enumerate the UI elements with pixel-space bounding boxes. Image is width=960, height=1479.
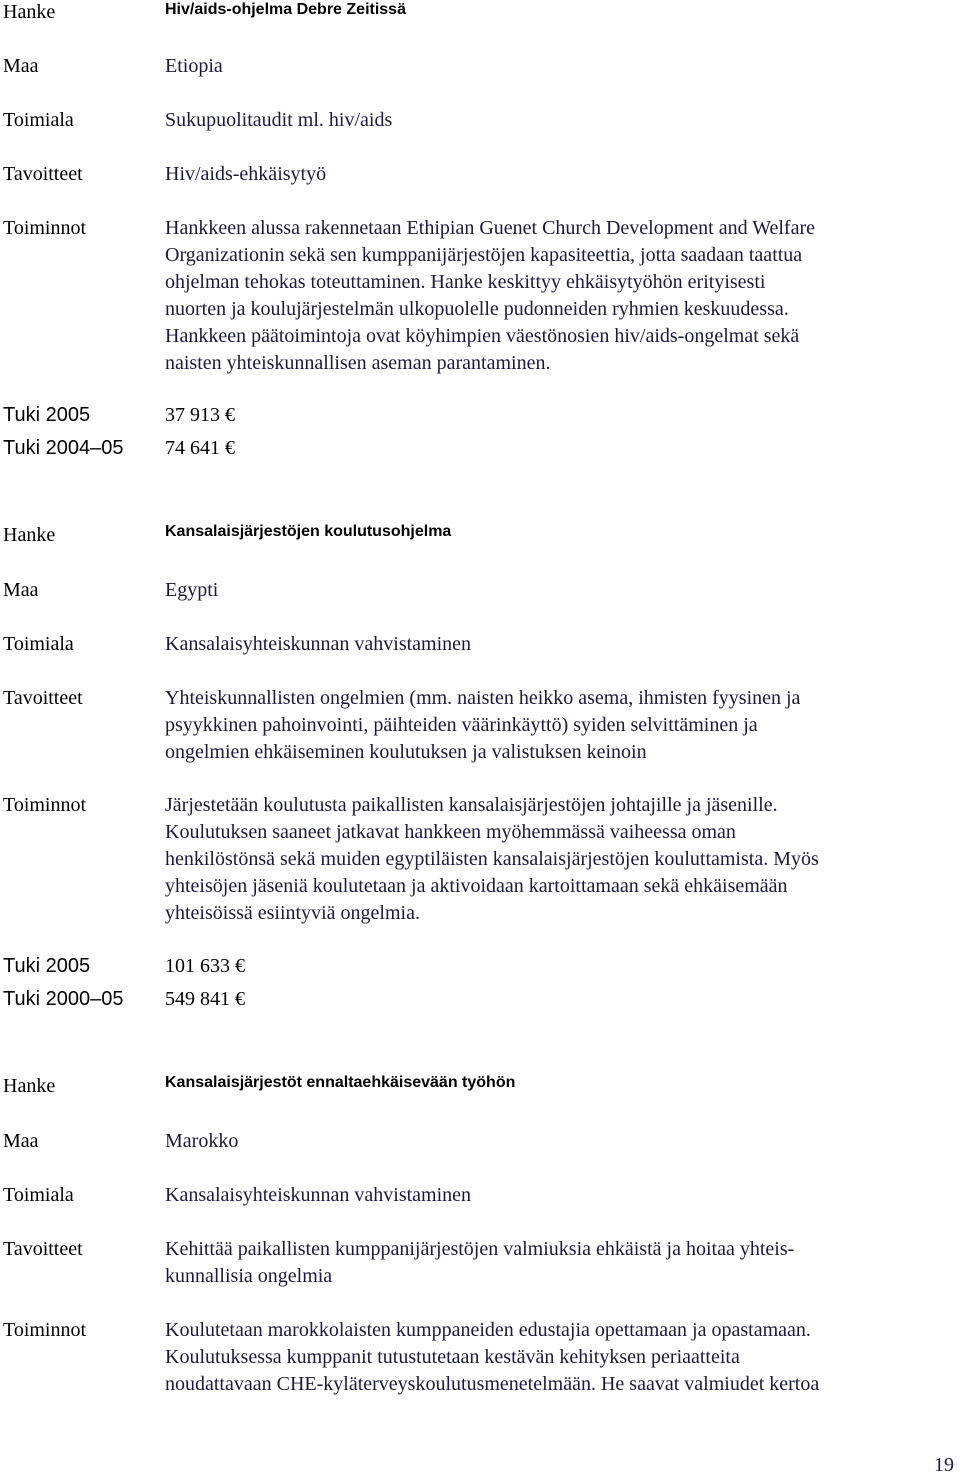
maa-value: Egypti (165, 579, 219, 601)
tuki-value: 101 633 € (165, 955, 245, 977)
toimiala-label: Toimiala (3, 109, 74, 131)
tavoitteet-line: Yhteiskunnallisten ongelmien (mm. naisten heikko asema, ihmisten fyysinen ja (165, 687, 801, 709)
toiminnot-line: Koulutuksessa kumppanit tutustutetaan kestävän kehityksen periaatteita (165, 1346, 740, 1368)
maa-value: Etiopia (165, 55, 223, 77)
toiminnot-line: Hankkeen päätoimintoja ovat köyhimpien väestönosien hiv/aids-ongelmat sekä (165, 325, 800, 347)
toiminnot-line: yhteisöjen jäseniä koulutetaan ja aktivoidaan kartoittamaan sekä ehkäisemään (165, 875, 788, 897)
toimiala-value: Sukupuolitaudit ml. hiv/aids (165, 109, 393, 131)
toiminnot-line: Koulutetaan marokkolaisten kumppaneiden edustajia opettamaan ja opastamaan. (165, 1319, 811, 1341)
hanke-value: Kansalaisjärjestöt ennaltaehkäisevään työhön (165, 1074, 516, 1091)
toiminnot-value (165, 215, 950, 377)
toiminnot-line: henkilöstönsä sekä muiden egyptiläisten kansalaisjärjestöjen kouluttamista. Myös (165, 848, 819, 870)
toimiala-label: Toimiala (3, 633, 74, 655)
toiminnot-value (165, 792, 950, 927)
toiminnot-line: nuorten ja koulujärjestelmän ulkopuolelle pudonneiden ryhmien keskuudessa. (165, 298, 789, 320)
toiminnot-line: Hankkeen alussa rakennetaan Ethipian Guenet Church Development and Welfare (165, 217, 815, 239)
toiminnot-label: Toiminnot (3, 794, 87, 816)
tuki-value: 37 913 € (165, 404, 235, 426)
toiminnot-line: Järjestetään koulutusta paikallisten kansalaisjärjestöjen johtajille ja jäsenille. (165, 794, 778, 816)
tavoitteet-line: Hiv/aids-ehkäisytyö (165, 163, 327, 185)
page-number: 19 (934, 1454, 954, 1476)
tavoitteet-line: kunnallisia ongelmia (165, 1265, 333, 1287)
tavoitteet-label: Tavoitteet (3, 1238, 83, 1260)
tavoitteet-label: Tavoitteet (3, 163, 83, 185)
hanke-label: Hanke (3, 1, 56, 23)
tuki-value: 74 641 € (165, 437, 235, 459)
tuki-label: Tuki 2000–05 (3, 988, 124, 1010)
toiminnot-line: naisten yhteiskunnallisen aseman parantaminen. (165, 352, 551, 374)
tuki-label: Tuki 2004–05 (3, 437, 124, 459)
maa-label: Maa (3, 579, 39, 601)
tuki-value: 549 841 € (165, 988, 245, 1010)
tuki-label: Tuki 2005 (3, 404, 91, 426)
hanke-label: Hanke (3, 524, 56, 546)
hanke-value: Hiv/aids-ohjelma Debre Zeitissä (165, 1, 406, 18)
toiminnot-line: Koulutuksen saaneet jatkavat hankkeen myöhemmässä vaiheessa oman (165, 821, 736, 843)
toiminnot-line: ohjelman tehokas toteuttaminen. Hanke keskittyy ehkäisytyöhön erityisesti (165, 271, 766, 293)
maa-value: Marokko (165, 1130, 239, 1152)
tavoitteet-value (165, 1236, 950, 1290)
toimiala-value: Kansalaisyhteiskunnan vahvistaminen (165, 633, 472, 655)
toiminnot-label: Toiminnot (3, 217, 87, 239)
maa-label: Maa (3, 1130, 39, 1152)
toimiala-value: Kansalaisyhteiskunnan vahvistaminen (165, 1184, 472, 1206)
tavoitteet-label: Tavoitteet (3, 687, 83, 709)
toimiala-label: Toimiala (3, 1184, 74, 1206)
tavoitteet-line: ongelmien ehkäiseminen koulutuksen ja valistuksen keinoin (165, 741, 647, 763)
maa-label: Maa (3, 55, 39, 77)
toiminnot-value (165, 1317, 950, 1398)
tavoitteet-line: psyykkinen pahoinvointi, päihteiden väärinkäyttö) syiden selvittäminen ja (165, 714, 758, 736)
tavoitteet-value (165, 685, 950, 766)
toiminnot-line: Organizationin sekä sen kumppanijärjestöjen kapasiteettia, jotta saadaan taattua (165, 244, 803, 266)
toiminnot-label: Toiminnot (3, 1319, 87, 1341)
tavoitteet-value (165, 161, 950, 188)
hanke-value: Kansalaisjärjestöjen koulutusohjelma (165, 523, 452, 540)
toiminnot-line: yhteisöissä esiintyviä ongelmia. (165, 902, 420, 924)
tavoitteet-line: Kehittää paikallisten kumppanijärjestöjen valmiuksia ehkäistä ja hoitaa yhteis- (165, 1238, 795, 1260)
toiminnot-line: noudattavaan CHE-kyläterveyskoulutusmenetelmään. He saavat valmiudet kertoa (165, 1373, 820, 1395)
tuki-label: Tuki 2005 (3, 955, 91, 977)
hanke-label: Hanke (3, 1075, 56, 1097)
